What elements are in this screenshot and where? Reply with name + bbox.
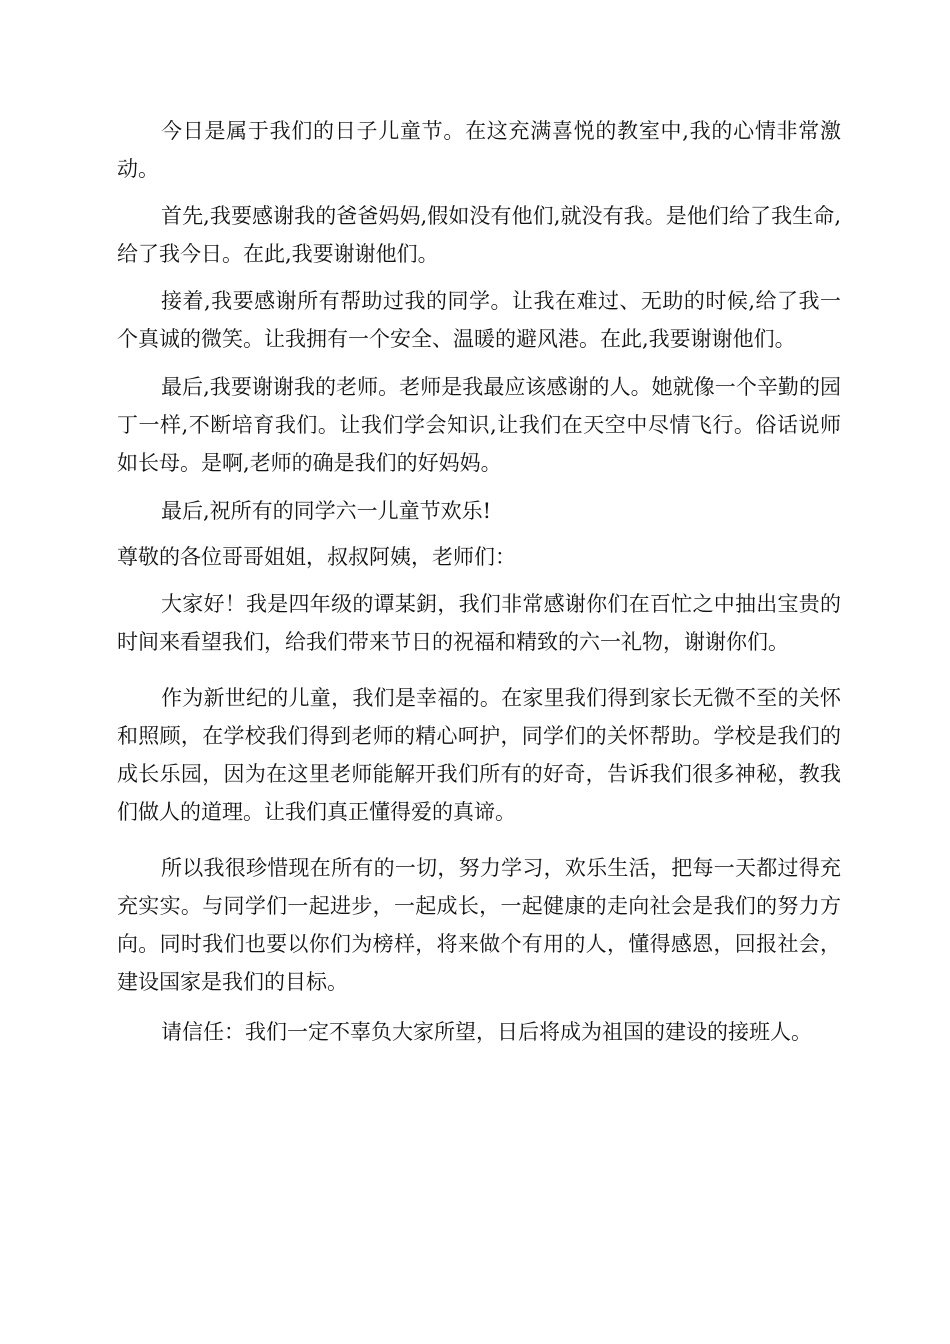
paragraph-cherish-and-goals: 所以我很珍惜现在所有的一切，努力学习，欢乐生活，把每一天都过得充充实实。与同学们一起进步，一起成长，一起健康的走向社会是我们的努力方向。同时我们也要以你们为榜样，将来做个有用的人，懂得感恩，回报社会，建设国家是我们的目标。 [117,856,841,994]
paragraph-promise: 请信任：我们一定不辜负大家所望，日后将成为祖国的建设的接班人。 [161,1020,812,1044]
paragraph-thanks-teachers: 最后,我要谢谢我的老师。老师是我最应该感谢的人。她就像一个辛勤的园丁一样,不断培育我们。让我们学会知识,让我们在天空中尽情飞行。俗话说师如长母。是啊,老师的确是我们的好妈妈。 [117,375,841,475]
paragraph-happy-childhood: 作为新世纪的儿童，我们是幸福的。在家里我们得到家长无微不至的关怀和照顾，在学校我们得到老师的精心呵护，同学们的关怀帮助。学校是我们的成长乐园，因为在这里老师能解开我们所有的好奇，告诉我们很多神秘，教我们做人的道理。让我们真正懂得爱的真谛。 [117,686,841,824]
paragraph-thanks-parents: 首先,我要感谢我的爸爸妈妈,假如没有他们,就没有我。是他们给了我生命,给了我今日。在此,我要谢谢他们。 [117,204,841,266]
paragraph-thanks-classmates: 接着,我要感谢所有帮助过我的同学。让我在难过、无助的时候,给了我一个真诚的微笑。让我拥有一个安全、温暖的避风港。在此,我要谢谢他们。 [117,289,841,351]
paragraph-childrens-day-intro: 今日是属于我们的日子儿童节。在这充满喜悦的教室中,我的心情非常激动。 [117,119,841,181]
paragraph-salutation: 尊敬的各位哥哥姐姐，叔叔阿姨，老师们： [117,545,516,569]
paragraph-closing-wish: 最后,祝所有的同学六一儿童节欢乐! [161,499,492,523]
document-body [117,112,841,1051]
paragraph-greeting-thanks: 大家好！我是四年级的谭某鈅，我们非常感谢你们在百忙之中抽出宝贵的时间来看望我们，给我们带来节日的祝福和精致的六一礼物，谢谢你们。 [117,592,841,654]
